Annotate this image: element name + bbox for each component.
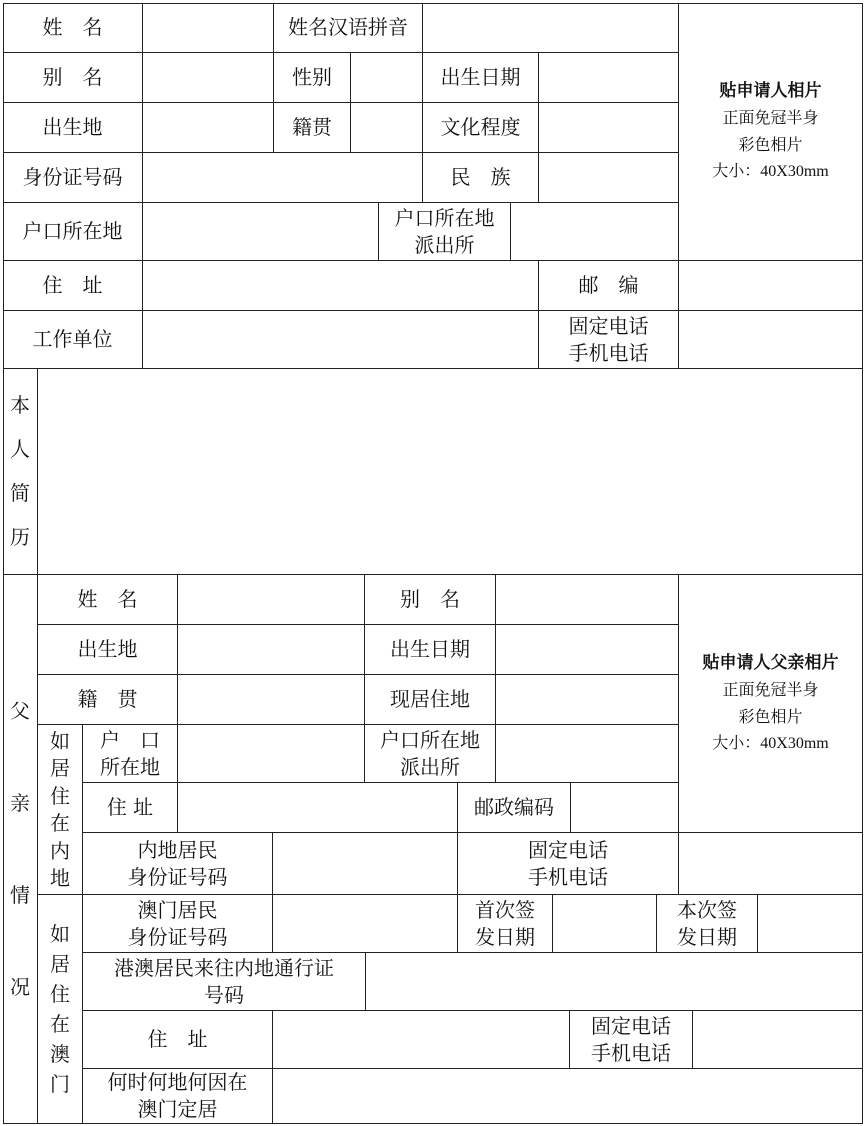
father-address-label: 住 址 — [83, 783, 178, 833]
resume-label: 本 人 简 历 — [3, 369, 38, 575]
father-macau-id-label: 澳门居民 身份证号码 — [83, 895, 273, 953]
postcode-field[interactable] — [679, 261, 863, 311]
father-hukou-label: 户 口 所在地 — [83, 725, 178, 783]
birthplace-field[interactable] — [143, 103, 274, 153]
ethnicity-field[interactable] — [539, 153, 679, 203]
id-number-label: 身份证号码 — [3, 153, 143, 203]
native-place-field[interactable] — [351, 103, 423, 153]
photo-title: 贴申请人相片 — [719, 81, 822, 102]
pinyin-label: 姓名汉语拼音 — [274, 3, 423, 53]
father-photo-box[interactable] — [679, 575, 863, 833]
hukou-field[interactable] — [143, 203, 379, 261]
alias-label: 别 名 — [3, 53, 143, 103]
father-native-place-label: 籍 贯 — [38, 675, 178, 725]
hukou-station-field[interactable] — [511, 203, 679, 261]
applicant-photo-box[interactable] — [679, 3, 863, 261]
father-mainland-phone-label: 固定电话 手机电话 — [458, 833, 679, 895]
father-photo-title: 贴申请人父亲相片 — [702, 653, 839, 674]
father-residence-label: 现居住地 — [365, 675, 496, 725]
id-number-field[interactable] — [143, 153, 423, 203]
father-birthdate-label: 出生日期 — [365, 625, 496, 675]
father-alias-label: 别 名 — [365, 575, 496, 625]
resume-field[interactable] — [38, 369, 863, 575]
father-alias-field[interactable] — [496, 575, 679, 625]
father-mainland-id-field[interactable] — [273, 833, 458, 895]
address-field[interactable] — [143, 261, 539, 311]
name-label: 姓 名 — [3, 3, 143, 53]
postcode-label: 邮 编 — [539, 261, 679, 311]
first-issue-label: 首次签 发日期 — [458, 895, 553, 953]
hukou-label: 户口所在地 — [3, 203, 143, 261]
father-photo-line1: 正面免冠半身 — [722, 680, 819, 700]
father-birthplace-field[interactable] — [178, 625, 365, 675]
father-name-label: 姓 名 — [38, 575, 178, 625]
settle-field[interactable] — [273, 1069, 863, 1124]
mainland-group-label: 如 居 住 在 内 地 — [38, 725, 83, 895]
father-macau-address-field[interactable] — [273, 1011, 570, 1069]
father-postcode-label: 邮政编码 — [458, 783, 571, 833]
father-macau-phone-field[interactable] — [693, 1011, 863, 1069]
father-section-label: 父 亲 情 况 — [3, 575, 38, 1124]
workplace-label: 工作单位 — [3, 311, 143, 369]
education-label: 文化程度 — [423, 103, 539, 153]
alias-field[interactable] — [143, 53, 274, 103]
first-issue-field[interactable] — [553, 895, 657, 953]
father-birthdate-field[interactable] — [496, 625, 679, 675]
photo-line1: 正面免冠半身 — [722, 108, 819, 128]
father-photo-size: 大小：40X30mm — [712, 733, 829, 753]
father-macau-phone-label: 固定电话 手机电话 — [570, 1011, 693, 1069]
gender-label: 性别 — [274, 53, 351, 103]
birthdate-field[interactable] — [539, 53, 679, 103]
settle-label: 何时何地何因在 澳门定居 — [83, 1069, 273, 1124]
current-issue-label: 本次签 发日期 — [657, 895, 758, 953]
permit-field[interactable] — [366, 953, 863, 1011]
birthdate-label: 出生日期 — [423, 53, 539, 103]
father-photo-line2: 彩色相片 — [738, 706, 803, 726]
address-label: 住 址 — [3, 261, 143, 311]
phone-field[interactable] — [679, 311, 863, 369]
native-place-label: 籍贯 — [274, 103, 351, 153]
father-mainland-phone-field[interactable] — [679, 833, 863, 895]
hukou-station-label: 户口所在地 派出所 — [379, 203, 511, 261]
current-issue-field[interactable] — [758, 895, 863, 953]
macau-group-label: 如 居 住 在 澳 门 — [38, 895, 83, 1124]
father-macau-address-label: 住 址 — [83, 1011, 273, 1069]
father-macau-id-field[interactable] — [273, 895, 458, 953]
father-residence-field[interactable] — [496, 675, 679, 725]
gender-field[interactable] — [351, 53, 423, 103]
photo-size: 大小：40X30mm — [712, 161, 829, 181]
father-postcode-field[interactable] — [571, 783, 679, 833]
education-field[interactable] — [539, 103, 679, 153]
father-address-field[interactable] — [178, 783, 458, 833]
birthplace-label: 出生地 — [3, 103, 143, 153]
workplace-field[interactable] — [143, 311, 539, 369]
phone-label: 固定电话 手机电话 — [539, 311, 679, 369]
father-hukou-station-field[interactable] — [496, 725, 679, 783]
father-birthplace-label: 出生地 — [38, 625, 178, 675]
name-field[interactable] — [143, 3, 274, 53]
father-mainland-id-label: 内地居民 身份证号码 — [83, 833, 273, 895]
ethnicity-label: 民 族 — [423, 153, 539, 203]
pinyin-field[interactable] — [423, 3, 679, 53]
father-native-place-field[interactable] — [178, 675, 365, 725]
permit-label: 港澳居民来往内地通行证 号码 — [83, 953, 366, 1011]
father-hukou-field[interactable] — [178, 725, 365, 783]
father-hukou-station-label: 户口所在地 派出所 — [365, 725, 496, 783]
father-name-field[interactable] — [178, 575, 365, 625]
photo-line2: 彩色相片 — [738, 134, 803, 154]
